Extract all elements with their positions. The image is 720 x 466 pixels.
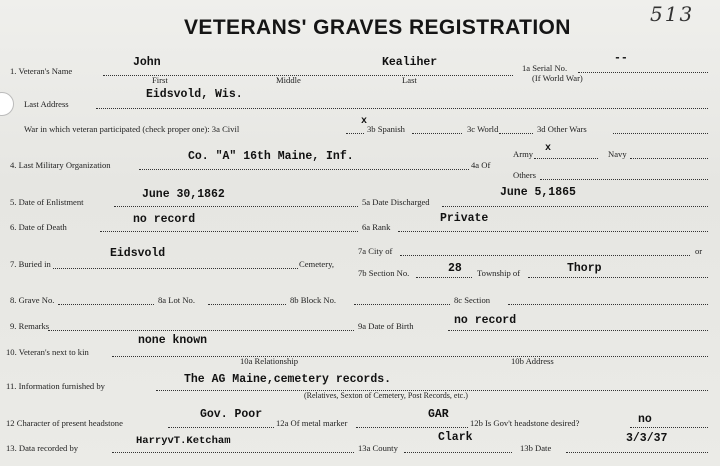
if-world-war-label: (If World War) xyxy=(532,73,583,83)
date-value: 3/3/37 xyxy=(626,432,668,445)
character-headstone-label: 12 Character of present headstone xyxy=(6,418,123,428)
metal-marker-label: 12a Of metal marker xyxy=(276,418,348,428)
county-label: 13a County xyxy=(358,443,398,453)
rank-label: 6a Rank xyxy=(362,222,391,232)
last-address-value: Eidsvold, Wis. xyxy=(146,88,243,101)
last-address-label: Last Address xyxy=(24,99,69,109)
serial-no-label: 1a Serial No. xyxy=(522,63,568,73)
serial-no-value: -- xyxy=(614,52,628,65)
or-label: or xyxy=(695,246,703,256)
grave-no-label: 8. Grave No. xyxy=(10,295,55,305)
info-furnished-value: The AG Maine,cemetery records. xyxy=(184,373,392,386)
cemetery-label: Cemetery, xyxy=(299,259,334,269)
next-of-kin-value: none known xyxy=(138,334,208,347)
date-of-birth-value: no record xyxy=(454,314,517,327)
next-to-kin-label: 10. Veteran's next to kin xyxy=(6,347,89,357)
recorded-by-value: HarryvT.Ketcham xyxy=(136,435,231,447)
navy-label: Navy xyxy=(608,149,627,159)
govt-headstone-label: 12b Is Gov't headstone desired? xyxy=(470,418,580,428)
veterans-name-label: 1. Veteran's Name xyxy=(10,66,73,76)
buried-in-label: 7. Buried in xyxy=(10,259,51,269)
death-date-value: no record xyxy=(133,213,196,226)
civil-mark: x xyxy=(361,116,368,127)
headstone-value: Gov. Poor xyxy=(200,408,263,421)
city-of-label: 7a City of xyxy=(358,246,393,256)
army-label: Army xyxy=(513,149,534,159)
enlistment-date-value: June 30,1862 xyxy=(142,188,225,201)
spanish-label: 3b Spanish xyxy=(367,124,405,134)
punch-hole xyxy=(0,92,14,116)
date-of-birth-label: 9a Date of Birth xyxy=(358,321,414,331)
date-discharged-label: 5a Date Discharged xyxy=(362,197,430,207)
four-a-of-label: 4a Of xyxy=(471,160,491,170)
info-furnished-label: 11. Information furnished by xyxy=(6,381,105,391)
address-label: 10b Address xyxy=(511,356,554,366)
date-label: 13b Date xyxy=(520,443,552,453)
army-mark: x xyxy=(545,143,552,154)
township-of-label: Township of xyxy=(477,268,521,278)
buried-in-value: Eidsvold xyxy=(110,247,166,260)
lot-no-label: 8a Lot No. xyxy=(158,295,195,305)
metal-marker-value: GAR xyxy=(428,408,449,421)
rank-value: Private xyxy=(440,212,489,225)
others-label: Others xyxy=(513,170,536,180)
data-recorded-by-label: 13. Data recorded by xyxy=(6,443,79,453)
section-no-value: 28 xyxy=(448,262,462,275)
township-value: Thorp xyxy=(567,262,602,275)
block-no-label: 8b Block No. xyxy=(290,295,337,305)
section-no-label: 7b Section No. xyxy=(358,268,410,278)
world-label: 3c World xyxy=(467,124,499,134)
other-wars-label: 3d Other Wars xyxy=(537,124,587,134)
middle-label: Middle xyxy=(276,75,301,85)
war-participated-label: War in which veteran participated (check proper one): 3a Civil xyxy=(24,124,240,134)
card-number: 513 xyxy=(650,2,695,26)
last-label: Last xyxy=(402,75,417,85)
discharged-date-value: June 5,1865 xyxy=(500,186,576,199)
remarks-label: 9. Remarks xyxy=(10,321,50,331)
first-label: First xyxy=(152,75,168,85)
date-of-enlistment-label: 5. Date of Enlistment xyxy=(10,197,84,207)
last-name-value: Kealiher xyxy=(382,56,438,69)
last-military-org-label: 4. Last Military Organization xyxy=(10,160,111,170)
relationship-label: 10a Relationship xyxy=(240,356,298,366)
first-name-value: John xyxy=(133,56,161,69)
card-title: VETERANS' GRAVES REGISTRATION xyxy=(184,16,571,39)
date-of-death-label: 6. Date of Death xyxy=(10,222,67,232)
govt-headstone-value: no xyxy=(638,413,652,426)
military-org-value: Co. "A" 16th Maine, Inf. xyxy=(188,150,354,163)
section-label: 8c Section xyxy=(454,295,491,305)
relatives-note: (Relatives, Sexton of Cemetery, Post Records, etc.) xyxy=(304,391,468,400)
county-value: Clark xyxy=(438,431,473,444)
